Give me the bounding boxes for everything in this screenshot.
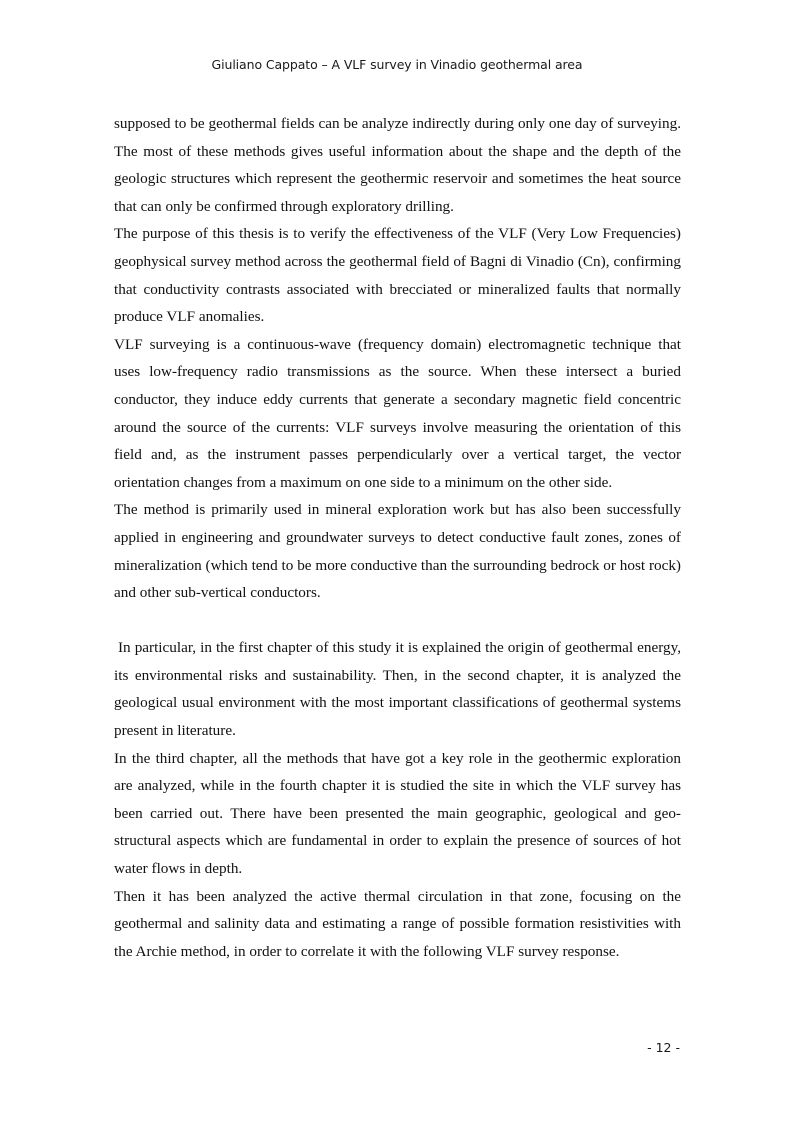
paragraph-chapters-one-two: In particular, in the first chapter of this study it is explained the origin of geothermal energy, its environmental risks and sustainability. Then, in the second chapter, it is analyzed the geological usual environment with the most important classifications of geothermal systems present in literature. [114, 639, 681, 740]
paragraph-method-use: The method is primarily used in mineral exploration work but has also been successfully applied in engineering and groundwater surveys to detect conductive fault zones, zones of mineralization (which tend to be more conductive than the surrounding bedrock or host rock) and other sub-vertical conductors. [114, 501, 681, 602]
paragraph-vlf-surveying: VLF surveying is a continuous-wave (frequency domain) electromagnetic technique that uses low-frequency radio transmissions as the source. When these intersect a buried conductor, they induce eddy currents that generate a secondary magnetic field concentric around the source of the currents: VLF surveys involve measuring the orientation of this field and, as the instrument passes perpendicularly over a vertical target, the vector orientation changes from a maximum on one side to a minimum on the other side. [114, 335, 681, 491]
page-number: - 12 - [647, 1040, 680, 1055]
paragraph-continuation: supposed to be geothermal fields can be analyze indirectly during only one day of surveying. The most of these methods gives useful information about the shape and the depth of the geologic structures which represent the geothermic reservoir and sometimes the heat source that can only be confirmed through exploratory drilling. [114, 115, 681, 215]
body-text [114, 110, 681, 965]
running-header: Giuliano Cappato – A VLF survey in Vinadio geothermal area [211, 57, 583, 72]
paragraph-thermal-circulation: Then it has been analyzed the active thermal circulation in that zone, focusing on the geothermal and salinity data and estimating a range of possible formation resistivities with the Archie method, in order to correlate it with the following VLF survey response. [114, 887, 681, 960]
paragraph-purpose: The purpose of this thesis is to verify the effectiveness of the VLF (Very Low Frequencies) geophysical survey method across the geothermal field of Bagni di Vinadio (Cn), confirming that conductivity contrasts associated with brecciated or mineralized faults that normally produce VLF anomalies. [114, 225, 681, 326]
paragraph-chapters-three-four: In the third chapter, all the methods that have got a key role in the geothermic exploration are analyzed, while in the fourth chapter it is studied the site in which the VLF survey has been carried out. There have been presented the main geographic, geological and geo-structural aspects which are fundamental in order to explain the presence of sources of hot water flows in depth. [114, 749, 681, 878]
